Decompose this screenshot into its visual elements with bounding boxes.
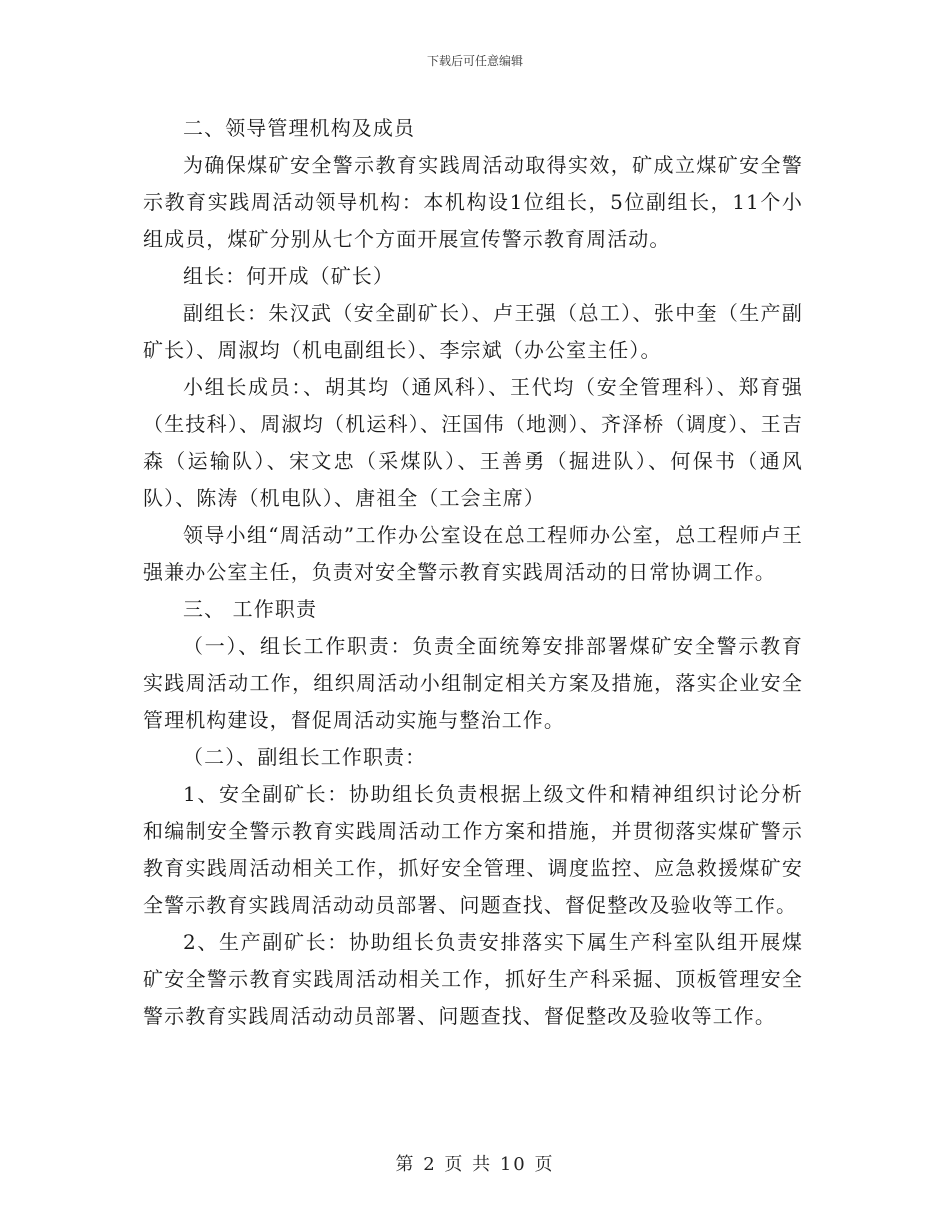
page-header-note: 下载后可任意编辑 [426, 54, 523, 68]
section-heading-3: 三、 工作职责 [183, 597, 318, 621]
paragraph-leader-duties: （一）、组长工作职责：负责全面统筹安排部署煤矿安全警示教育实践周活动工作，组织周活动小组制定相关方案及措施，落实企业安全管理机构建设，督促周活动实施与整治工作。 [143, 634, 803, 732]
paragraph-safety-deputy: 1、安全副矿长：协助组长负责根据上级文件和精神组织讨论分析和编制安全警示教育实践周活动工作方案和措施，并贯彻落实煤矿警示教育实践周活动相关工作，抓好安全管理、调度监控、应急救援煤矿安全警示教育实践周活动动员部署、问题查找、督促整改及验收等工作。 [143, 782, 803, 917]
paragraph-deputy-duties-heading: （二）、副组长工作职责： [183, 745, 427, 769]
paragraph-production-deputy: 2、生产副矿长：协助组长负责安排落实下属生产科室队组开展煤矿安全警示教育实践周活动相关工作，抓好生产科采掘、顶板管理安全警示教育实践周活动动员部署、问题查找、督促整改及验收等工作。 [143, 930, 803, 1028]
section-heading-2: 二、领导管理机构及成员 [183, 116, 416, 140]
paragraph-deputy-leaders: 副组长：朱汉武（安全副矿长）、卢王强（总工）、张中奎（生产副矿长）、周淑均（机电副组长）、李宗斌（办公室主任）。 [143, 301, 803, 362]
paragraph-office: 领导小组“周活动”工作办公室设在总工程师办公室，总工程师卢王强兼办公室主任，负责对安全警示教育实践周活动的日常协调工作。 [143, 523, 803, 584]
document-body [143, 110, 803, 1035]
paragraph-leader: 组长：何开成（矿长） [183, 264, 394, 288]
page-footer: 第 2 页 共 10 页 [395, 1154, 555, 1175]
paragraph-purpose: 为确保煤矿安全警示教育实践周活动取得实效，矿成立煤矿安全警示教育实践周活动领导机构：本机构设1位组长，5位副组长，11个小组成员，煤矿分别从七个方面开展宣传警示教育周活动。 [143, 153, 803, 251]
paragraph-team-members: 小组长成员：、胡其均（通风科）、王代均（安全管理科）、郑育强（生技科）、周淑均（机运科）、汪国伟（地测）、齐泽桥（调度）、王吉森（运输队）、宋文忠（采煤队）、王善勇（掘进队）、何保书（通风队）、陈涛（机电队）、唐祖全（工会主席） [143, 375, 803, 510]
